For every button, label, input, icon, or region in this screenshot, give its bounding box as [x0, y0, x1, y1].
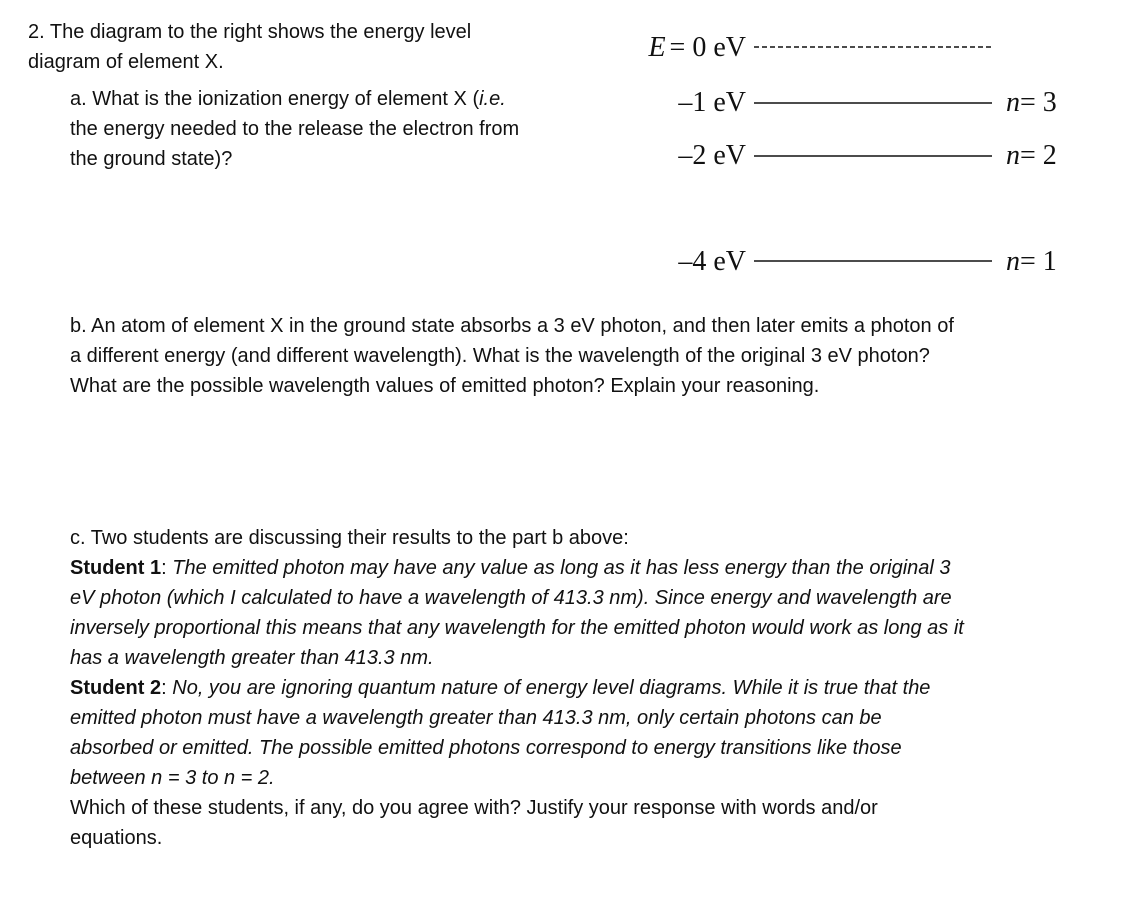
level-2-n: n — [1006, 140, 1020, 171]
level-3-energy: –1 eV — [678, 87, 746, 118]
closing-line-1: Which of these students, if any, do you agree with? Justify your response with words and/or — [70, 797, 878, 819]
student-1-text-1: The emitted photon may have any value as long as it has less energy than the original 3 — [172, 557, 951, 579]
qb-line-2: a different energy (and different wavelength). What is the wavelength of the original 3 eV photon? — [70, 345, 930, 367]
closing-line-2: equations. — [70, 827, 163, 849]
qa-ie: i.e. — [479, 88, 506, 110]
student-2-text-1: No, you are ignoring quantum nature of energy level diagrams. While it is true that the — [172, 677, 931, 699]
level-0-e: E — [648, 32, 666, 63]
student-1-line-2: eV photon (which I calculated to have a wavelength of 413.3 nm). Since energy and wavelength are — [70, 587, 952, 609]
question-c — [70, 523, 964, 853]
qa-line-3: the ground state)? — [70, 148, 233, 170]
level-0-label — [647, 32, 746, 63]
level-1-n-label — [1006, 246, 1057, 277]
level-3-num: 3 — [1042, 87, 1057, 118]
level-0-energy: = 0 eV — [669, 32, 746, 63]
qb-line-3: What are the possible wavelength values of emitted photon? Explain your reasoning. — [70, 375, 820, 397]
student-1-line-4: has a wavelength greater than 413.3 nm. — [70, 647, 434, 669]
level-1-num: 1 — [1042, 246, 1057, 277]
level-2-n-label — [1006, 140, 1057, 171]
student-2-line-2: emitted photon must have a wavelength greater than 413.3 nm, only certain photons can be — [70, 707, 882, 729]
student-1-name: Student 1 — [70, 557, 162, 579]
intro-line-2: diagram of element X. — [28, 51, 224, 73]
level-2-eq: = — [1020, 140, 1043, 171]
student-1-line-1: Student 1: The emitted photon may have any value as long as it has less energy than the original 3 — [70, 557, 951, 579]
level-3-n: n — [1006, 87, 1020, 118]
question-a — [70, 84, 519, 174]
qc-intro: c. Two students are discussing their results to the part b above: — [70, 527, 629, 549]
level-1-eq: = — [1020, 246, 1043, 277]
question-b — [70, 311, 954, 401]
level-2-energy: –2 eV — [678, 140, 746, 171]
qa-line-1 — [70, 84, 519, 114]
qa-line-1-text: a. What is the ionization energy of element X ( — [70, 88, 480, 110]
level-3-eq: = — [1020, 87, 1043, 118]
level-1-energy: –4 eV — [678, 246, 746, 277]
student-2-line-3: absorbed or emitted. The possible emitted photons correspond to energy transitions like those — [70, 737, 902, 759]
student-1-line-3: inversely proportional this means that any wavelength for the emitted photon would work as long as it — [70, 617, 964, 639]
question-2-intro — [28, 17, 471, 77]
student-2-line-1: Student 2: No, you are ignoring quantum nature of energy level diagrams. While it is true that the — [70, 677, 931, 699]
student-2-line-4: between n = 3 to n = 2. — [70, 767, 275, 789]
level-3-n-label — [1006, 87, 1057, 118]
qb-line-1: b. An atom of element X in the ground state absorbs a 3 eV photon, and then later emits a photon of — [70, 315, 954, 337]
level-1-n: n — [1006, 246, 1020, 277]
qa-line-2: the energy needed to the release the electron from — [70, 118, 520, 140]
intro-line-1: 2. The diagram to the right shows the energy level — [28, 21, 472, 43]
student-2-name: Student 2 — [70, 677, 162, 699]
level-2-num: 2 — [1042, 140, 1057, 171]
